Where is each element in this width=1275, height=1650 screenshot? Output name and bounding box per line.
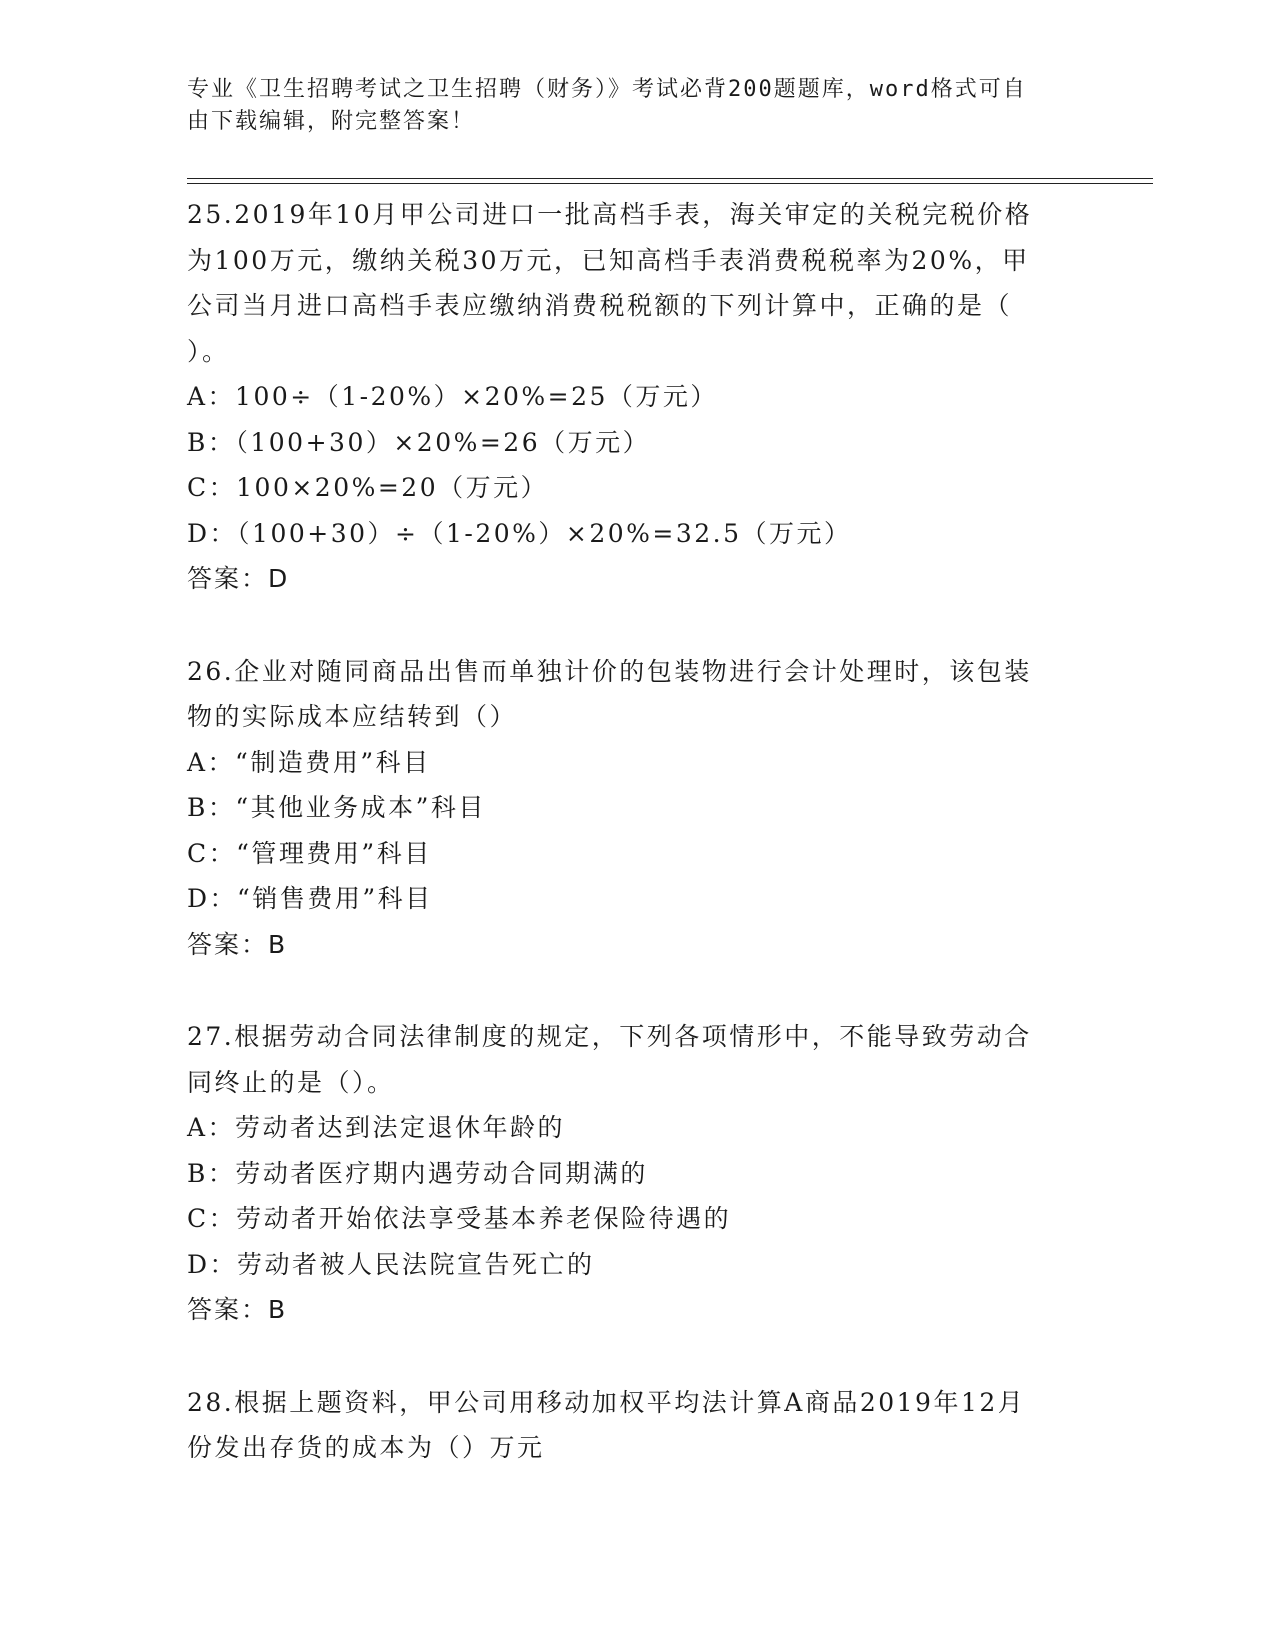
header-line: 由下载编辑，附完整答案！ [187,109,476,134]
question-list [187,192,1067,1471]
option-c: C：100×20%=20（万元） [187,473,549,502]
spacer [187,602,1067,649]
option-a: A：“制造费用”科目 [187,747,431,777]
answer: 答案：D [187,564,290,593]
question-text: ）。 [187,336,230,366]
option-c: C：劳动者开始依法享受基本养老保险待遇的 [187,1204,732,1233]
question-block [187,1014,1067,1333]
option-a: A：100÷（1-20%）×20%=25（万元） [187,382,718,411]
question-text: 28.根据上题资料，甲公司用移动加权平均法计算A商品2019年12月 [187,1387,1026,1417]
question-text: 物的实际成本应结转到（） [187,702,518,731]
question-text: 同终止的是（）。 [187,1067,395,1097]
header-line: 专业《卫生招聘考试之卫生招聘（财务）》考试必背200题题库，word格式可自 [187,77,1027,102]
answer: 答案：B [187,1295,288,1324]
spacer [187,967,1067,1014]
question-block [187,192,1067,602]
question-text: 公司当月进口高档手表应缴纳消费税税额的下列计算中，正确的是（ [187,291,1013,320]
option-d: D：“销售费用”科目 [187,884,433,913]
option-a: A：劳动者达到法定退休年龄的 [187,1113,566,1142]
option-b: B：（100+30）×20%=26（万元） [187,427,651,457]
document-header [187,74,1067,138]
question-text: 27.根据劳动合同法律制度的规定，下列各项情形中，不能导致劳动合 [187,1022,1032,1051]
option-d: D：（100+30）÷（1-20%）×20%=32.5（万元） [187,518,852,548]
question-text: 25.2019年10月甲公司进口一批高档手表，海关审定的关税完税价格 [187,200,1033,229]
option-c: C：“管理费用”科目 [187,838,432,868]
question-text: 为100万元，缴纳关税30万元，已知高档手表消费税税率为20%，甲 [187,245,1030,275]
option-d: D：劳动者被人民法院宣告死亡的 [187,1249,595,1279]
answer: 答案：B [187,929,288,959]
question-text: 份发出存货的成本为（）万元 [187,1433,545,1462]
question-block [187,1380,1067,1471]
question-block [187,649,1067,968]
question-text: 26.企业对随同商品出售而单独计价的包装物进行会计处理时，该包装 [187,656,1032,686]
header-divider [187,178,1153,179]
option-b: B：劳动者医疗期内遇劳动合同期满的 [187,1158,648,1188]
header-divider [187,183,1153,184]
option-b: B：“其他业务成本”科目 [187,793,486,822]
spacer [187,1333,1067,1380]
